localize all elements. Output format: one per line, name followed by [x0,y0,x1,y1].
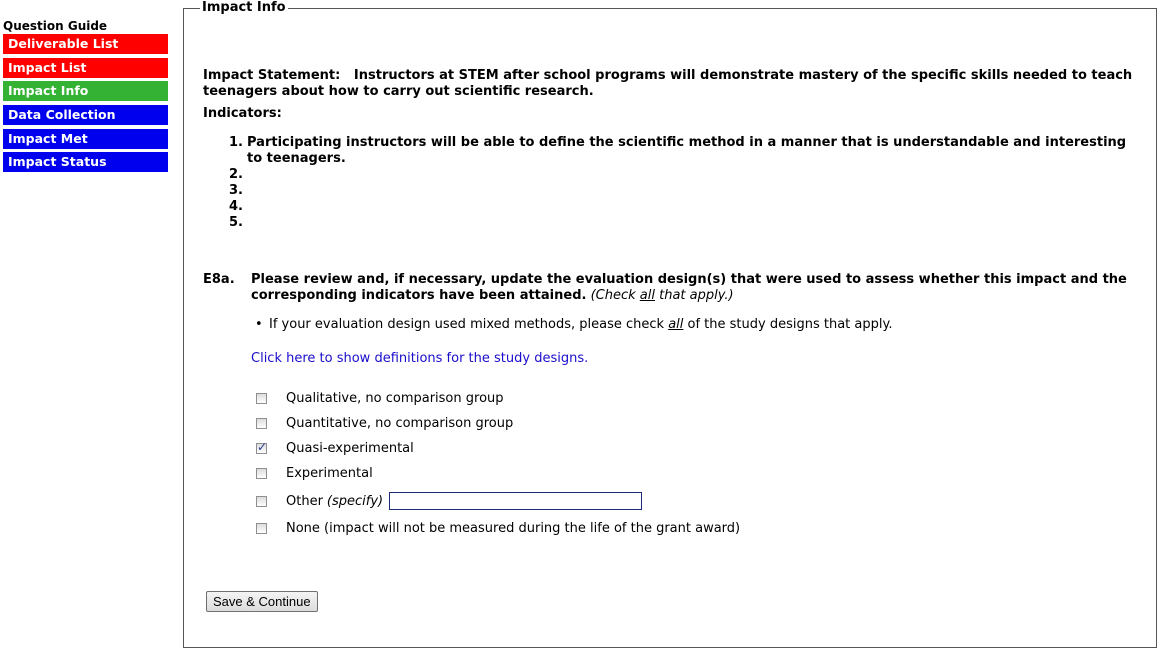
sidebar-item-impact-status[interactable]: Impact Status [3,152,168,172]
design-option [256,521,740,536]
indicator-text [243,183,1127,199]
design-option-checkbox[interactable] [256,468,267,479]
design-option-checkbox[interactable] [256,496,267,507]
indicator-item [221,183,1133,199]
impact-info-fieldset [183,0,1157,648]
indicator-text: Participating instructors will be able to define the scientific method in a manner that is understandable and interesting to teenagers. [247,135,1127,166]
indicator-item [221,199,1133,215]
impact-statement-text: Instructors at STEM after school programs will demonstrate mastery of the specific skills needed to teach teenagers about how to carry out scientific research. [203,68,1133,99]
question-guide-sidebar [3,18,168,176]
design-option-checkbox[interactable] [256,393,267,404]
design-option [256,391,504,406]
sidebar-item-impact-list[interactable]: Impact List [3,58,168,78]
sidebar-item-deliverable-list[interactable]: Deliverable List [3,34,168,54]
design-option-checkbox[interactable] [256,418,267,429]
other-specify-input[interactable] [389,492,642,510]
sidebar-item-impact-info[interactable]: Impact Info [3,81,168,101]
design-option [256,492,642,510]
save-continue-button[interactable]: Save & Continue [206,591,318,612]
design-option [256,441,414,456]
indicator-number: 4. [229,199,243,214]
design-option-label: Qualitative, no comparison group [286,391,504,406]
indicator-number: 1. [229,135,243,150]
question-text: Please review and, if necessary, update the evaluation design(s) that were used to assess whether this impact and the corresponding indicators have been attained. [251,272,1127,303]
indicator-text [243,199,1127,215]
indicator-number: 2. [229,167,243,182]
design-option [256,466,373,481]
sidebar-item-data-collection[interactable]: Data Collection [3,105,168,125]
design-option-checkbox[interactable] [256,523,267,534]
indicator-number: 5. [229,215,243,230]
indicators-list [221,135,1133,231]
design-option-label: Other [286,493,323,509]
sidebar-item-impact-met[interactable]: Impact Met [3,129,168,149]
question-e8a [203,272,1133,304]
design-option-label: None (impact will not be measured during the life of the grant award) [286,521,741,536]
definitions-link[interactable]: Click here to show definitions for the study designs. [251,351,589,366]
bullet-icon: • [255,317,263,332]
sidebar-title: Question Guide [3,19,108,33]
design-option [256,416,513,431]
design-option-label: Experimental [286,466,373,481]
design-option-checkbox[interactable] [256,443,267,454]
mixed-methods-note: • If your evaluation design used mixed methods, please check all of the study designs that apply. [255,317,893,332]
indicator-number: 3. [229,183,243,198]
design-option-label: Quasi-experimental [286,441,414,456]
indicator-item [221,135,1133,167]
indicator-item [221,215,1133,231]
impact-statement [203,68,1133,100]
indicator-text [243,215,1127,231]
design-option-label: Quantitative, no comparison group [286,416,514,431]
indicators-label: Indicators: [203,106,282,121]
indicator-text [243,167,1127,183]
impact-statement-label: Impact Statement: [203,68,341,83]
question-note: (Check all that apply.) [590,288,734,303]
indicator-item [221,167,1133,183]
fieldset-legend: Impact Info [202,0,286,15]
specify-label: (specify) [326,493,384,509]
question-label: E8a. [203,272,235,287]
